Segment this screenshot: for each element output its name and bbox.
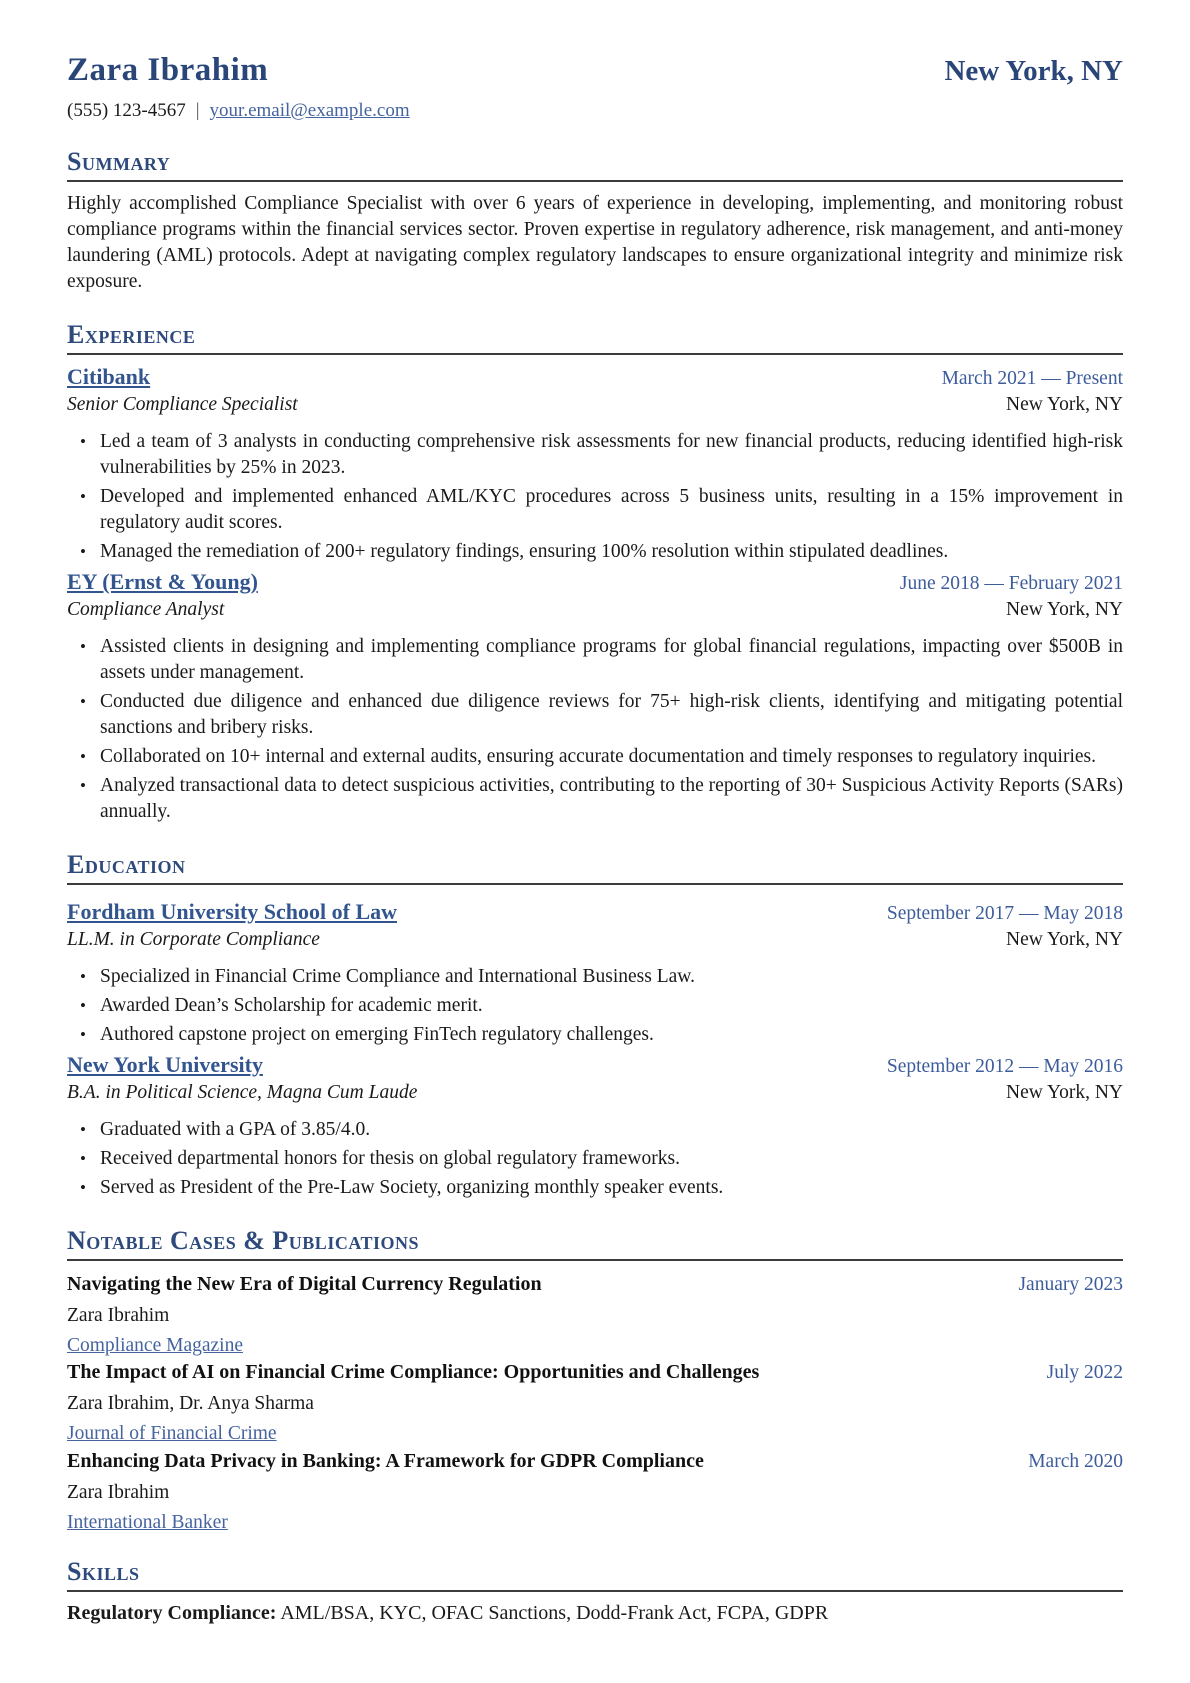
school-entry-fordham — [67, 899, 1123, 1048]
job-dates: March 2021 — Present — [941, 367, 1123, 389]
publication-header — [67, 1450, 1123, 1473]
job-location: New York, NY — [1005, 393, 1123, 415]
job-bullet-list — [67, 429, 1123, 565]
publication-venue-link[interactable]: International Banker — [67, 1511, 228, 1533]
school-header — [67, 1052, 1123, 1078]
job-bullet: • Conducted due diligence and enhanced due diligence reviews for 75+ high-risk clients, identifying and mitigating potential sanctions and bribery risks. — [67, 689, 1123, 741]
school-bullet: • Authored capstone project on emerging FinTech regulatory challenges. — [67, 1022, 1123, 1048]
publication-header — [67, 1361, 1123, 1384]
job-entry-citibank — [67, 364, 1123, 565]
publication-venue-row — [67, 1327, 1123, 1356]
contact-separator: | — [195, 100, 200, 121]
school-bullet-list — [67, 964, 1123, 1048]
job-bullet: • Collaborated on 10+ internal and external audits, ensuring accurate documentation and timely responses to regulatory inquiries. — [67, 744, 1123, 770]
degree-title: B.A. in Political Science, Magna Cum Laude — [67, 1081, 418, 1103]
section-heading-summary: Summary — [67, 147, 1123, 182]
school-link-nyu[interactable]: New York University — [67, 1051, 263, 1077]
school-subheader — [67, 1082, 1123, 1104]
publication-title: The Impact of AI on Financial Crime Compliance: Opportunities and Challenges — [67, 1361, 760, 1384]
publication-title: Navigating the New Era of Digital Currency Regulation — [67, 1272, 542, 1295]
publication-venue-link[interactable]: Journal of Financial Crime — [67, 1423, 277, 1445]
school-bullet: • Specialized in Financial Crime Compliance and International Business Law. — [67, 964, 1123, 990]
publication-date: January 2023 — [1018, 1273, 1123, 1295]
contact-row — [67, 100, 1123, 122]
publication-venue-row — [67, 1504, 1123, 1533]
job-bullet: • Developed and implemented enhanced AML/KYC procedures across 5 business units, resulting in a 15% improvement in regulatory audit scores. — [67, 484, 1123, 536]
job-location: New York, NY — [1005, 598, 1123, 620]
school-link-fordham[interactable]: Fordham University School of Law — [67, 898, 397, 924]
school-bullet-list — [67, 1117, 1123, 1201]
job-header — [67, 569, 1123, 595]
candidate-name: Zara Ibrahim — [67, 52, 269, 88]
publication-authors: Zara Ibrahim, Dr. Anya Sharma — [67, 1393, 314, 1415]
school-entry-nyu — [67, 1052, 1123, 1201]
job-bullet: • Assisted clients in designing and implementing compliance programs for global financial regulations, impacting over $500B in assets under management. — [67, 634, 1123, 686]
job-header — [67, 364, 1123, 390]
publication-date: March 2020 — [1028, 1450, 1123, 1472]
job-bullet: • Analyzed transactional data to detect suspicious activities, contributing to the reporting of 30+ Suspicious Activity Reports (SARs) annually. — [67, 773, 1123, 825]
skills-category-label: Regulatory Compliance: — [67, 1601, 277, 1624]
header — [67, 52, 1123, 89]
school-bullet: • Received departmental honors for thesis on global regulatory frameworks. — [67, 1146, 1123, 1172]
skills-line — [67, 1602, 1123, 1625]
publication-venue-link[interactable]: Compliance Magazine — [67, 1334, 243, 1356]
section-heading-publications: Notable Cases & Publications — [67, 1226, 1123, 1261]
job-bullet-list — [67, 634, 1123, 825]
summary-text: Highly accomplished Compliance Specialist with over 6 years of experience in developing, implementing, and monitoring robust compliance programs within the financial services sector. Proven expertise in regulatory adherence, risk management, and anti-money laundering (AML) protocols. Adept at navigating complex regulatory landscapes to ensure organizational integrity and minimize risk exposure. — [67, 192, 1123, 292]
publication-item — [67, 1273, 1123, 1356]
school-dates: September 2012 — May 2016 — [886, 1055, 1123, 1077]
publication-authors: Zara Ibrahim — [67, 1304, 170, 1326]
phone-number: (555) 123-4567 — [67, 100, 186, 121]
publication-item — [67, 1361, 1123, 1444]
school-dates: September 2017 — May 2018 — [886, 902, 1123, 924]
section-heading-experience: Experience — [67, 320, 1123, 355]
header-location: New York, NY — [944, 55, 1123, 87]
company-link-citibank[interactable]: Citibank — [67, 363, 151, 389]
job-bullet: • Led a team of 3 analysts in conducting comprehensive risk assessments for new financial products, reducing identified high-risk vulnerabilities by 25% in 2023. — [67, 429, 1123, 481]
job-subheader — [67, 599, 1123, 621]
section-heading-education: Education — [67, 850, 1123, 885]
school-location: New York, NY — [1005, 928, 1123, 950]
email-link[interactable]: your.email@example.com — [209, 100, 410, 121]
school-location: New York, NY — [1005, 1081, 1123, 1103]
job-title: Compliance Analyst — [67, 598, 225, 620]
job-dates: June 2018 — February 2021 — [899, 572, 1123, 594]
publication-date: July 2022 — [1046, 1362, 1123, 1384]
degree-title: LL.M. in Corporate Compliance — [67, 928, 320, 950]
publication-authors: Zara Ibrahim — [67, 1481, 170, 1503]
job-bullet: • Managed the remediation of 200+ regulatory findings, ensuring 100% resolution within stipulated deadlines. — [67, 539, 1123, 565]
school-bullet: • Awarded Dean’s Scholarship for academic merit. — [67, 993, 1123, 1019]
school-bullet: • Served as President of the Pre-Law Society, organizing monthly speaker events. — [67, 1175, 1123, 1201]
publication-venue-row — [67, 1415, 1123, 1444]
section-heading-skills: Skills — [67, 1557, 1123, 1592]
job-entry-ey — [67, 569, 1123, 825]
school-subheader — [67, 929, 1123, 951]
job-subheader — [67, 394, 1123, 416]
school-bullet: • Graduated with a GPA of 3.85/4.0. — [67, 1117, 1123, 1143]
publication-item — [67, 1450, 1123, 1533]
publication-header — [67, 1273, 1123, 1296]
school-header — [67, 899, 1123, 925]
company-link-ey[interactable]: EY (Ernst & Young) — [67, 568, 258, 594]
publication-title: Enhancing Data Privacy in Banking: A Framework for GDPR Compliance — [67, 1449, 704, 1472]
job-title: Senior Compliance Specialist — [67, 393, 298, 415]
skills-value: AML/BSA, KYC, OFAC Sanctions, Dodd-Frank Act, FCPA, GDPR — [276, 1601, 829, 1624]
